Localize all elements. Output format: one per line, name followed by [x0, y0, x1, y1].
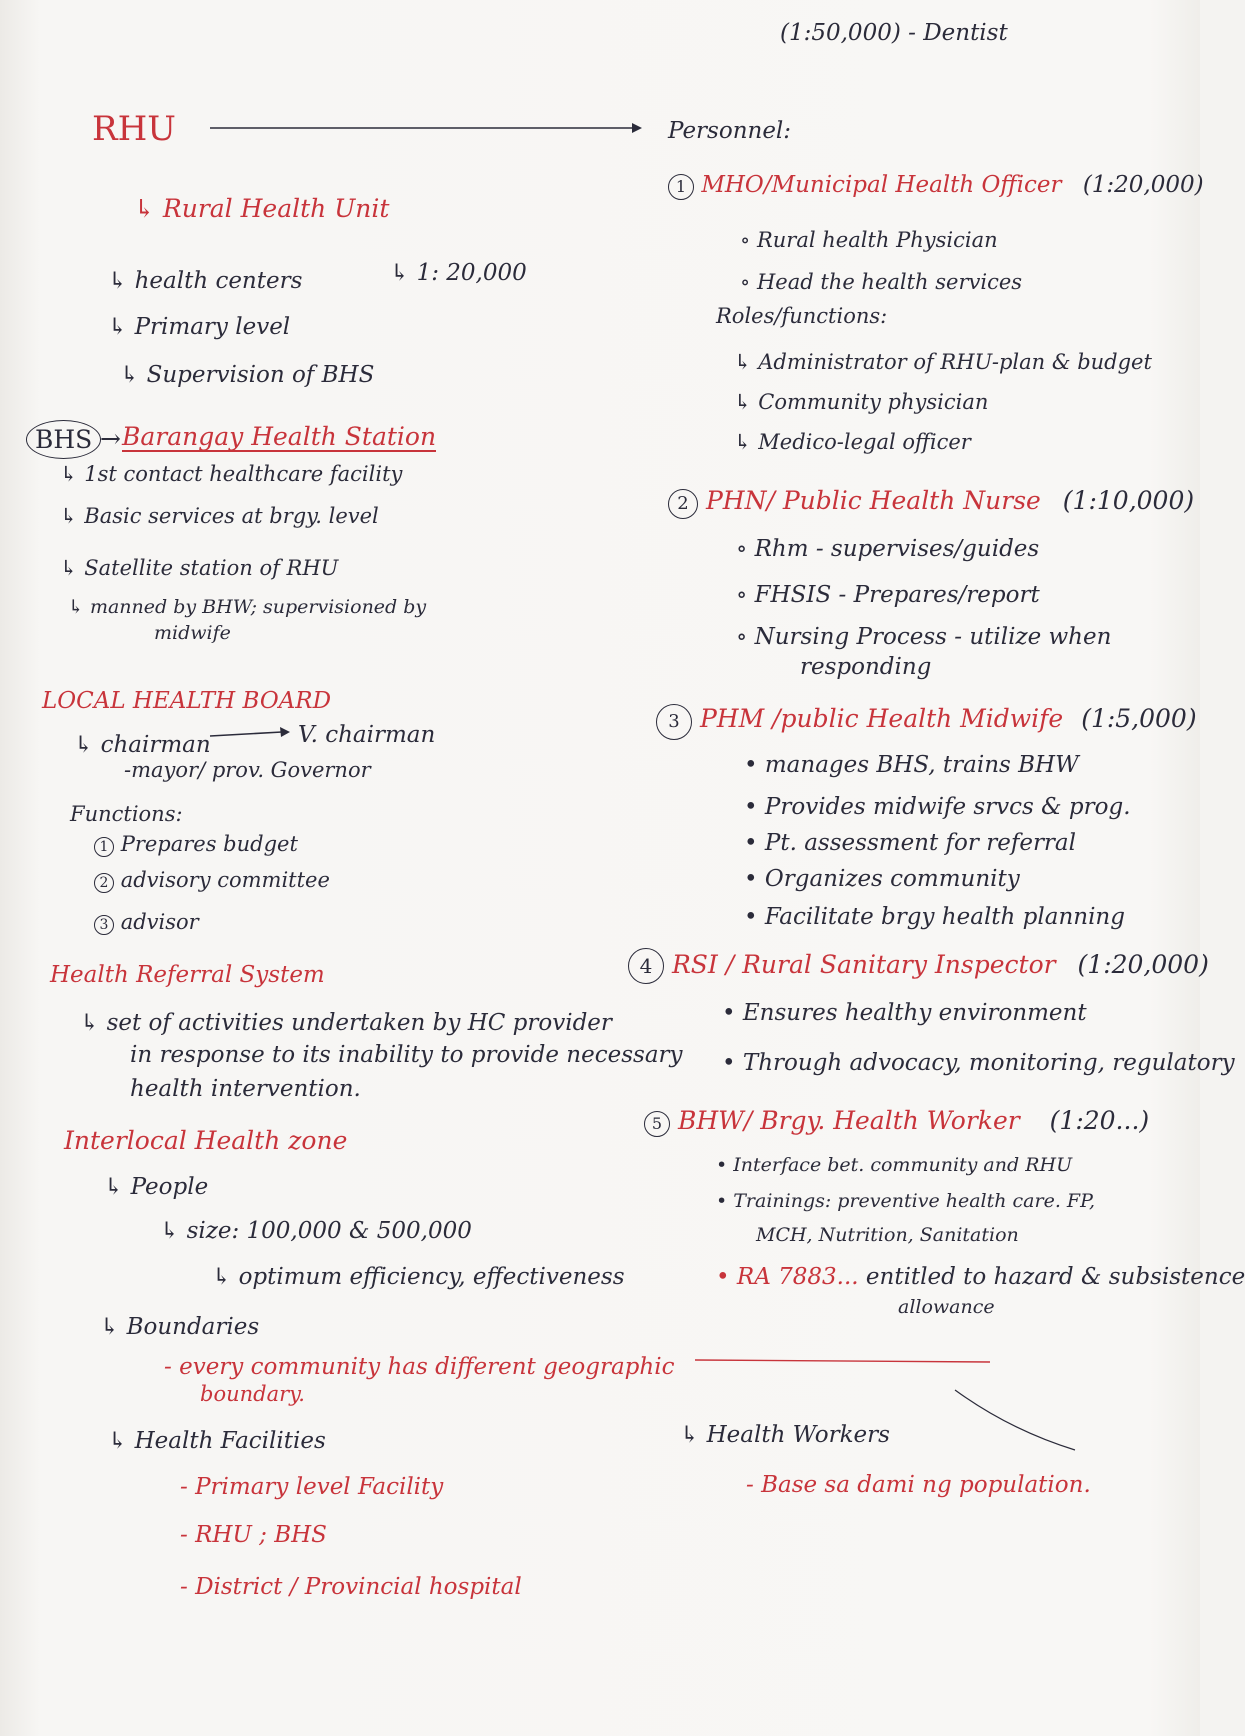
personnel-3-header	[656, 704, 1197, 740]
bhs-arrow: →	[100, 424, 121, 453]
lhb-title: LOCAL HEALTH BOARD	[42, 688, 332, 714]
personnel-1-role: ↳ Administrator of RHU-plan & budget	[734, 350, 1152, 374]
personnel-1-number: 1	[668, 174, 694, 200]
personnel-3-point: • Facilitate brgy health planning	[744, 904, 1125, 930]
rhu-point: ↳ health centers	[108, 268, 303, 294]
personnel-5-allowance: allowance	[898, 1296, 995, 1318]
personnel-2-title: PHN/ Public Health Nurse	[705, 486, 1041, 515]
chairman-arrow-head	[280, 727, 290, 737]
curve-stroke	[955, 1390, 1075, 1450]
chairman-arrow	[210, 732, 282, 736]
function-text: Prepares budget	[120, 832, 298, 856]
function-number: 2	[94, 873, 114, 893]
hrs-line: ↳ set of activities undertaken by HC provider	[80, 1010, 612, 1036]
personnel-5-header	[644, 1108, 1149, 1137]
bhs-abbr-circled	[26, 420, 101, 459]
ihz-size: ↳ size: 100,000 & 500,000	[160, 1218, 472, 1244]
personnel-1-point: ∘ Head the health services	[740, 270, 1023, 294]
ihz-facility-item: - District / Provincial hospital	[180, 1574, 522, 1600]
function-number: 1	[94, 837, 114, 857]
personnel-5-point: • Trainings: preventive health care. FP,	[716, 1190, 1096, 1212]
function-item	[94, 912, 199, 935]
ihz-boundaries: ↳ Boundaries	[100, 1314, 260, 1340]
bhs-manned-cont: midwife	[154, 622, 231, 644]
bhs-point: ↳ Basic services at brgy. level	[60, 504, 379, 528]
personnel-3-point: • Provides midwife srvcs & prog.	[744, 794, 1131, 820]
personnel-3-ratio: (1:5,000)	[1081, 704, 1197, 733]
function-number: 3	[94, 915, 114, 935]
function-item	[94, 870, 330, 893]
personnel-1-header	[668, 174, 1204, 200]
red-divider	[695, 1360, 990, 1362]
ihz-facility-item: - Primary level Facility	[180, 1474, 444, 1500]
personnel-1-role: ↳ Community physician	[734, 390, 989, 414]
bhs-abbr: BHS	[26, 420, 101, 459]
personnel-label: Personnel:	[668, 118, 792, 144]
ihz-boundary-note: - every community has different geographic	[164, 1354, 675, 1380]
personnel-4-point: • Ensures healthy environment	[722, 1000, 1087, 1026]
personnel-5-ra-line	[716, 1266, 1245, 1289]
personnel-5-point: • Interface bet. community and RHU	[716, 1154, 1073, 1176]
rhu-subtitle: ↳ Rural Health Unit	[134, 194, 390, 223]
personnel-2-point: ∘ FHSIS - Prepares/report	[736, 582, 1040, 608]
personnel-5-title: BHW/ Brgy. Health Worker	[677, 1106, 1020, 1135]
bhs-point: ↳ Satellite station of RHU	[60, 556, 339, 580]
lhb-mayor: -mayor/ prov. Governor	[124, 758, 371, 782]
personnel-2-ratio: (1:10,000)	[1062, 486, 1195, 515]
ihz-facilities: ↳ Health Facilities	[108, 1428, 326, 1454]
personnel-2-responding: responding	[800, 654, 932, 680]
personnel-1-point: ∘ Rural health Physician	[740, 228, 998, 252]
ihz-optimum: ↳ optimum efficiency, effectiveness	[212, 1264, 625, 1290]
health-workers-note: - Base sa dami ng population.	[746, 1472, 1091, 1498]
personnel-3-point: • Organizes community	[744, 866, 1020, 892]
ihz-title: Interlocal Health zone	[64, 1126, 348, 1155]
personnel-1-roles-label: Roles/functions:	[716, 304, 888, 328]
top-note: (1:50,000) - Dentist	[780, 20, 1008, 46]
personnel-5-ratio: (1:20...)	[1049, 1106, 1150, 1135]
rhu-title: RHU	[92, 109, 176, 149]
personnel-1-title: MHO/Municipal Health Officer	[701, 172, 1062, 198]
personnel-4-title: RSI / Rural Sanitary Inspector	[671, 950, 1056, 979]
personnel-3-point: • Pt. assessment for referral	[744, 830, 1076, 856]
ihz-people: ↳ People	[104, 1174, 209, 1200]
bhs-manned: ↳ manned by BHW; supervisioned by	[68, 596, 427, 618]
personnel-5-ra: • RA 7883...	[716, 1264, 859, 1290]
personnel-2-number: 2	[668, 489, 698, 519]
personnel-5-number: 5	[644, 1111, 670, 1137]
personnel-4-point: • Through advocacy, monitoring, regulatory	[722, 1050, 1235, 1076]
personnel-4-number: 4	[628, 948, 664, 984]
rhu-ratio: ↳ 1: 20,000	[390, 260, 527, 286]
personnel-3-number: 3	[656, 704, 692, 740]
function-text: advisory committee	[120, 868, 330, 892]
personnel-2-point: ∘ Rhm - supervises/guides	[736, 536, 1040, 562]
rhu-point: ↳ Supervision of BHS	[120, 362, 375, 388]
personnel-2-point: ∘ Nursing Process - utilize when	[736, 624, 1112, 650]
hrs-title: Health Referral System	[50, 962, 325, 988]
hrs-line: health intervention.	[130, 1076, 361, 1102]
bhs-point: ↳ 1st contact healthcare facility	[60, 462, 403, 486]
bhs-title: Barangay Health Station	[122, 422, 437, 451]
arrow-head	[632, 123, 642, 133]
personnel-5-ra-rest: entitled to hazard & subsistence	[865, 1264, 1245, 1290]
personnel-1-ratio: (1:20,000)	[1082, 172, 1204, 198]
lhb-chairman: ↳ chairman	[74, 732, 211, 758]
function-text: advisor	[120, 910, 199, 934]
ihz-boundary-note-cont: boundary.	[200, 1382, 305, 1406]
functions-label: Functions:	[70, 802, 183, 826]
hrs-line: in response to its inability to provide necessary	[130, 1042, 683, 1068]
personnel-3-title: PHM /public Health Midwife	[699, 704, 1064, 733]
personnel-4-ratio: (1:20,000)	[1077, 950, 1209, 979]
function-item	[94, 834, 298, 857]
personnel-5-trainings-cont: MCH, Nutrition, Sanitation	[756, 1224, 1019, 1246]
personnel-4-header	[628, 948, 1209, 984]
lhb-vchairman: V. chairman	[298, 722, 436, 748]
personnel-1-role: ↳ Medico-legal officer	[734, 430, 971, 454]
ihz-facility-item: - RHU ; BHS	[180, 1522, 327, 1548]
personnel-3-point: • manages BHS, trains BHW	[744, 752, 1079, 778]
rhu-point: ↳ Primary level	[108, 314, 291, 340]
personnel-2-header	[668, 488, 1194, 519]
health-workers-label: ↳ Health Workers	[680, 1422, 890, 1448]
